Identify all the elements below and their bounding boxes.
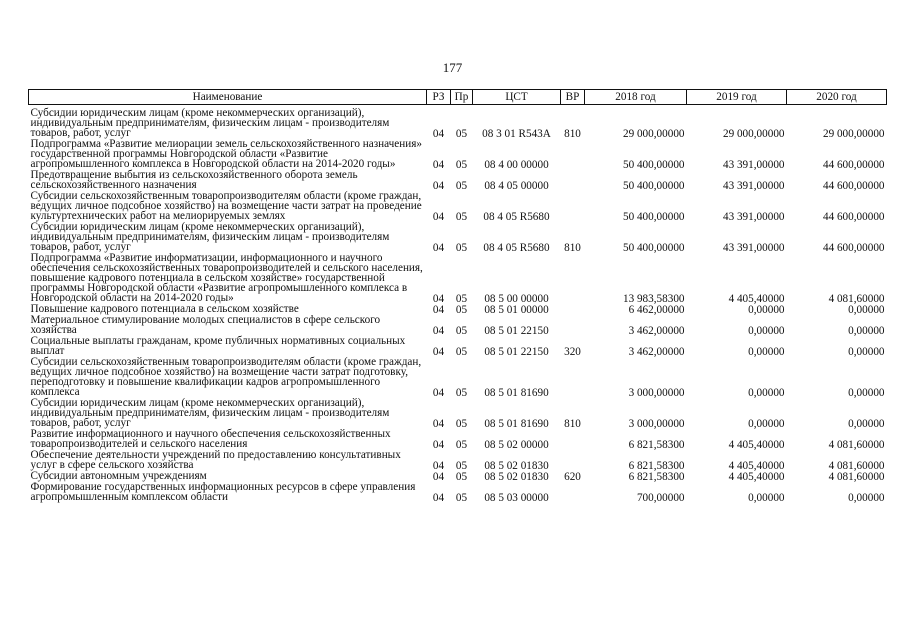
column-header: 2019 год bbox=[687, 90, 787, 105]
row-pr: 05 bbox=[455, 180, 468, 192]
row-vr bbox=[561, 315, 585, 336]
row-2018: 50 400,00000 bbox=[622, 180, 685, 192]
row-cst: 08 4 05 R5680 bbox=[483, 242, 550, 254]
row-rz: 04 bbox=[432, 346, 445, 358]
table-header-row bbox=[29, 90, 887, 105]
column-header: ВР bbox=[561, 90, 585, 105]
row-vr: 620 bbox=[564, 471, 581, 483]
row-pr: 05 bbox=[455, 439, 468, 451]
row-rz: 04 bbox=[432, 418, 445, 430]
table-row bbox=[29, 253, 887, 304]
row-rz: 04 bbox=[432, 492, 445, 504]
row-2018: 3 000,00000 bbox=[628, 387, 685, 399]
row-pr: 05 bbox=[455, 128, 468, 140]
row-cst: 08 5 00 00000 bbox=[484, 293, 549, 305]
column-header: 2018 год bbox=[585, 90, 687, 105]
row-2019: 43 391,00000 bbox=[722, 242, 785, 254]
table-row bbox=[29, 398, 887, 429]
row-rz: 04 bbox=[432, 180, 445, 192]
row-rz: 04 bbox=[432, 325, 445, 337]
table-row bbox=[29, 482, 887, 503]
row-pr: 05 bbox=[455, 492, 468, 504]
row-pr: 05 bbox=[455, 304, 468, 316]
row-2019: 0,00000 bbox=[748, 492, 785, 504]
row-2018: 6 821,58300 bbox=[628, 460, 685, 472]
row-2018: 3 462,00000 bbox=[628, 325, 685, 337]
row-pr: 05 bbox=[455, 471, 468, 483]
row-vr bbox=[561, 482, 585, 503]
row-2018: 29 000,00000 bbox=[622, 128, 685, 140]
row-2020: 4 081,60000 bbox=[828, 293, 885, 305]
row-2020: 4 081,60000 bbox=[828, 460, 885, 472]
row-vr: 810 bbox=[564, 128, 581, 140]
row-rz: 04 bbox=[432, 242, 445, 254]
row-name: Формирование государственных информационных ресурсов в сфере управления агропромышленным комплексом области bbox=[30, 481, 416, 503]
row-name: Развитие информационного и научного обеспечения сельскохозяйственных товаропроизводителей и сельского населения bbox=[30, 428, 391, 450]
row-2018: 3 462,00000 bbox=[628, 346, 685, 358]
row-vr: 320 bbox=[564, 346, 581, 358]
row-cst: 08 4 05 R5680 bbox=[483, 211, 550, 223]
column-header: Наименование bbox=[29, 90, 427, 105]
row-2019: 0,00000 bbox=[748, 387, 785, 399]
row-2018: 13 983,58300 bbox=[622, 293, 685, 305]
row-vr bbox=[561, 170, 585, 191]
row-cst: 08 4 05 00000 bbox=[484, 180, 549, 192]
row-cst: 08 5 01 22150 bbox=[484, 346, 549, 358]
table-row bbox=[29, 357, 887, 398]
row-pr: 05 bbox=[455, 418, 468, 430]
row-2020: 0,00000 bbox=[848, 492, 885, 504]
row-vr bbox=[561, 304, 585, 315]
row-2020: 0,00000 bbox=[848, 387, 885, 399]
row-vr bbox=[561, 253, 585, 304]
row-name: Субсидии юридическим лицам (кроме некоммерческих организаций), индивидуальным предпринимателям, физическим лицам - производителям товаров, работ, услуг bbox=[30, 107, 390, 139]
row-pr: 05 bbox=[455, 387, 468, 399]
row-cst: 08 5 01 81690 bbox=[484, 418, 549, 430]
row-2018: 50 400,00000 bbox=[622, 159, 685, 171]
row-rz: 04 bbox=[432, 439, 445, 451]
row-rz: 04 bbox=[432, 387, 445, 399]
row-2018: 6 821,58300 bbox=[628, 439, 685, 451]
row-name: Субсидии юридическим лицам (кроме некоммерческих организаций), индивидуальным предпринимателям, физическим лицам - производителям товаров, работ, услуг bbox=[30, 221, 390, 253]
row-vr: 810 bbox=[564, 242, 581, 254]
row-vr bbox=[561, 139, 585, 170]
row-2019: 29 000,00000 bbox=[722, 128, 785, 140]
row-name: Субсидии сельскохозяйственным товаропроизводителям области (кроме граждан, ведущих личное подсобное хозяйство) на возмещение части затрат на проведение культуртехнических работ на мелиорируемых землях bbox=[30, 190, 422, 222]
table-row bbox=[29, 139, 887, 170]
row-2018: 700,00000 bbox=[636, 492, 685, 504]
row-cst: 08 5 01 00000 bbox=[484, 304, 549, 316]
row-cst: 08 3 01 R543A bbox=[482, 128, 551, 140]
table-row bbox=[29, 170, 887, 191]
row-pr: 05 bbox=[455, 159, 468, 171]
row-2020: 0,00000 bbox=[848, 418, 885, 430]
row-rz: 04 bbox=[432, 128, 445, 140]
row-2020: 0,00000 bbox=[848, 346, 885, 358]
row-pr: 05 bbox=[455, 293, 468, 305]
row-vr bbox=[561, 450, 585, 471]
row-2020: 29 000,00000 bbox=[822, 128, 885, 140]
row-2020: 4 081,60000 bbox=[828, 471, 885, 483]
row-name: Социальные выплаты гражданам, кроме публичных нормативных социальных выплат bbox=[30, 335, 406, 357]
row-cst: 08 5 01 22150 bbox=[484, 325, 549, 337]
row-2019: 4 405,40000 bbox=[728, 460, 785, 472]
row-2020: 4 081,60000 bbox=[828, 439, 885, 451]
row-name: Субсидии юридическим лицам (кроме некоммерческих организаций), индивидуальным предпринимателям, физическим лицам - производителям товаров, работ, услуг bbox=[30, 397, 390, 429]
table-row bbox=[29, 315, 887, 336]
row-rz: 04 bbox=[432, 471, 445, 483]
row-2018: 6 462,00000 bbox=[628, 304, 685, 316]
row-vr bbox=[561, 357, 585, 398]
row-rz: 04 bbox=[432, 159, 445, 171]
column-header: РЗ bbox=[427, 90, 451, 105]
row-rz: 04 bbox=[432, 293, 445, 305]
row-2018: 3 000,00000 bbox=[628, 418, 685, 430]
row-2019: 0,00000 bbox=[748, 418, 785, 430]
row-2020: 44 600,00000 bbox=[822, 180, 885, 192]
row-2018: 50 400,00000 bbox=[622, 242, 685, 254]
row-pr: 05 bbox=[455, 325, 468, 337]
row-rz: 04 bbox=[432, 460, 445, 472]
row-pr: 05 bbox=[455, 346, 468, 358]
table-row bbox=[29, 429, 887, 450]
row-cst: 08 5 03 00000 bbox=[484, 492, 549, 504]
row-vr bbox=[561, 429, 585, 450]
row-2019: 43 391,00000 bbox=[722, 211, 785, 223]
column-header: Пр bbox=[451, 90, 473, 105]
row-name: Материальное стимулирование молодых специалистов в сфере сельского хозяйства bbox=[30, 314, 381, 336]
row-pr: 05 bbox=[455, 460, 468, 472]
row-2019: 4 405,40000 bbox=[728, 471, 785, 483]
column-header: 2020 год bbox=[787, 90, 887, 105]
row-name: Подпрограмма «Развитие информатизации, информационного и научного обеспечения сельскохозяйственных товаропроизводителей и сельского населения, повышение кадрового потенциала в сельском хозяйстве» государственной программы Новгородской области «Развитие агропромышленного комплекса в Новгородской области на 2014-2020 годы» bbox=[30, 252, 423, 304]
page-number: 177 bbox=[442, 60, 463, 75]
row-cst: 08 4 00 00000 bbox=[484, 159, 549, 171]
row-2018: 6 821,58300 bbox=[628, 471, 685, 483]
row-name: Предотвращение выбытия из сельскохозяйственного оборота земель сельскохозяйственного назначения bbox=[30, 169, 358, 191]
row-2020: 0,00000 bbox=[848, 304, 885, 316]
row-name: Повышение кадрового потенциала в сельском хозяйстве bbox=[30, 303, 299, 315]
row-cst: 08 5 02 01830 bbox=[484, 471, 549, 483]
row-name: Субсидии сельскохозяйственным товаропроизводителям области (кроме граждан, ведущих личное подсобное хозяйство) на возмещение части затрат подготовку, переподготовку и повышение квалификации кадров агропромышленного комплекса bbox=[30, 356, 422, 398]
column-header: ЦСТ bbox=[473, 90, 561, 105]
row-name: Обеспечение деятельности учреждений по предоставлению консультативных услуг в сфере сельского хозяйства bbox=[30, 449, 401, 471]
table-row bbox=[29, 336, 887, 357]
row-2019: 0,00000 bbox=[748, 325, 785, 337]
row-2020: 44 600,00000 bbox=[822, 211, 885, 223]
row-2020: 44 600,00000 bbox=[822, 159, 885, 171]
row-pr: 05 bbox=[455, 211, 468, 223]
row-cst: 08 5 02 01830 bbox=[484, 460, 549, 472]
row-2019: 43 391,00000 bbox=[722, 180, 785, 192]
budget-table bbox=[28, 89, 887, 503]
row-name: Подпрограмма «Развитие мелиорации земель сельскохозяйственного назначения» государственной программы Новгородской области «Развитие агропромышленного комплекса в Новгородской области на 2014-2020 годы» bbox=[30, 138, 422, 170]
row-name: Субсидии автономным учреждениям bbox=[30, 470, 207, 482]
row-2019: 43 391,00000 bbox=[722, 159, 785, 171]
row-2020: 44 600,00000 bbox=[822, 242, 885, 254]
row-2019: 4 405,40000 bbox=[728, 439, 785, 451]
table-row bbox=[29, 191, 887, 222]
row-cst: 08 5 01 81690 bbox=[484, 387, 549, 399]
row-vr bbox=[561, 191, 585, 222]
row-pr: 05 bbox=[455, 242, 468, 254]
table-row bbox=[29, 450, 887, 471]
row-rz: 04 bbox=[432, 211, 445, 223]
row-vr: 810 bbox=[564, 418, 581, 430]
row-rz: 04 bbox=[432, 304, 445, 316]
row-2019: 0,00000 bbox=[748, 346, 785, 358]
row-cst: 08 5 02 00000 bbox=[484, 439, 549, 451]
row-2019: 0,00000 bbox=[748, 304, 785, 316]
table-row bbox=[29, 105, 887, 140]
row-2019: 4 405,40000 bbox=[728, 293, 785, 305]
row-2020: 0,00000 bbox=[848, 325, 885, 337]
row-2018: 50 400,00000 bbox=[622, 211, 685, 223]
table-row bbox=[29, 222, 887, 253]
